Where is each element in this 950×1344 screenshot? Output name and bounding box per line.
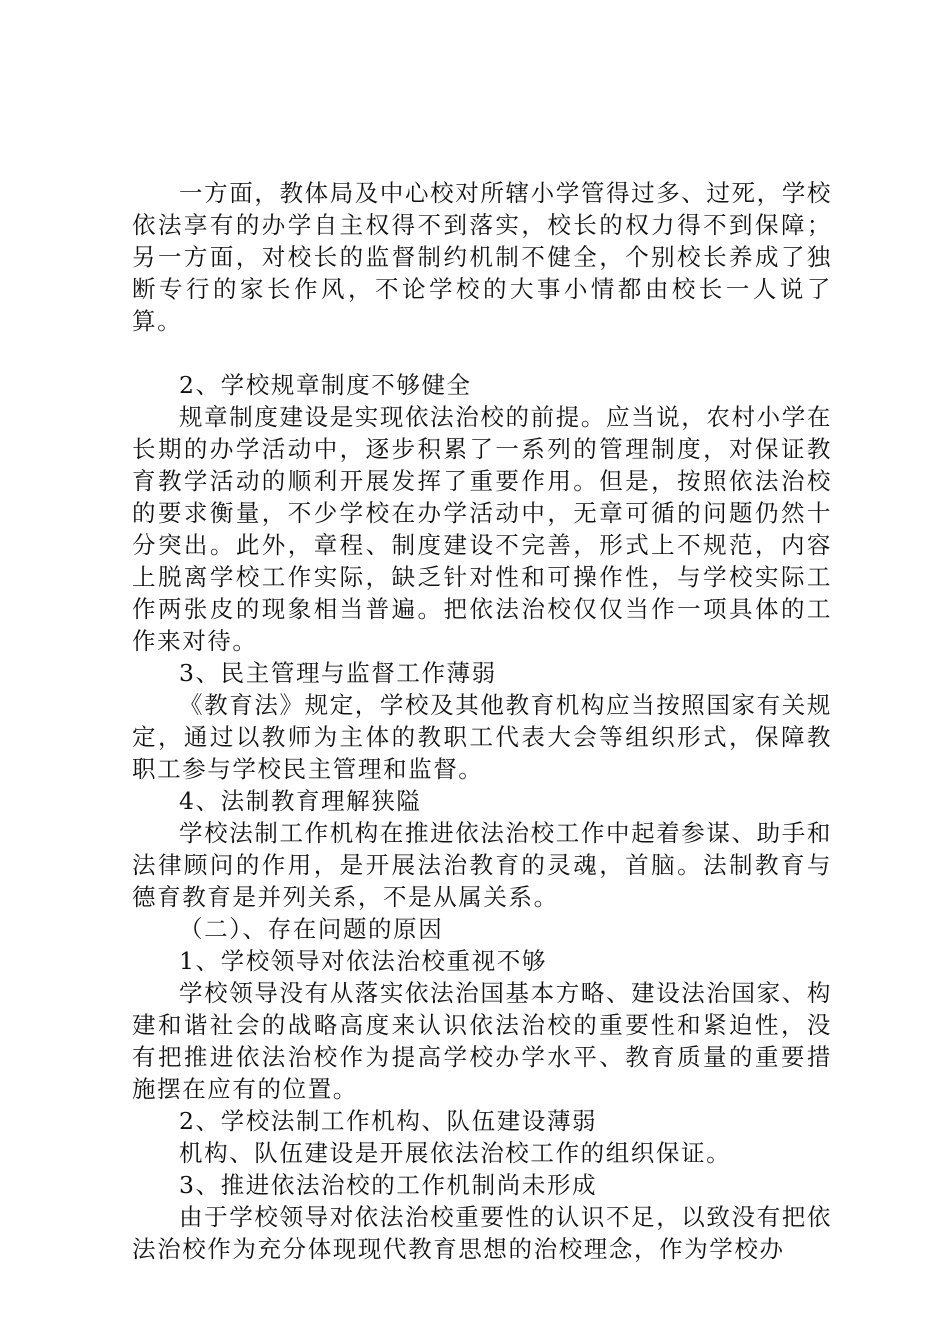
- paragraph-gap: [132, 337, 832, 369]
- document-body: [132, 177, 832, 1265]
- heading-work-mechanism: 3、推进依法治校的工作机制尚未形成: [179, 1171, 598, 1199]
- heading-legal-education: 4、法制教育理解狭隘: [179, 787, 422, 815]
- heading-rules-system: 2、学校规章制度不够健全: [179, 371, 472, 399]
- section-heading-causes: （二）、存在问题的原因: [179, 915, 444, 943]
- paragraph-legal-education: 学校法制工作机构在推进依法治校工作中起着参谋、助手和法律顾问的作用，是开展法治教育的灵魂，首脑。法制教育与德育教育是并列关系，不是从属关系。: [132, 819, 832, 911]
- paragraph-work-mechanism: 由于学校领导对依法治校重要性的认识不足，以致没有把依法治校作为充分体现现代教育思想的治校理念，作为学校办: [132, 1203, 832, 1263]
- heading-leadership-attention: 1、学校领导对依法治校重视不够: [179, 947, 547, 975]
- heading-democratic-management: 3、民主管理与监督工作薄弱: [179, 659, 497, 687]
- paragraph-rules-system: 规章制度建设是实现依法治校的前提。应当说，农村小学在长期的办学活动中，逐步积累了一系列的管理制度，对保证教育教学活动的顺利开展发挥了重要作用。但是，按照依法治校的要求衡量，不少学校在办学活动中，无章可循的问题仍然十分突出。此外，章程、制度建设不完善，形式上不规范，内容上脱离学校工作实际，缺乏针对性和可操作性，与学校实际工作两张皮的现象相当普遍。把依法治校仅仅当作一项具体的工作来对待。: [132, 403, 832, 655]
- paragraph-school-autonomy: 一方面，教体局及中心校对所辖小学管得过多、过死，学校依法享有的办学自主权得不到落实，校长的权力得不到保障；另一方面，对校长的监督制约机制不健全，个别校长养成了独断专行的家长作风，不论学校的大事小情都由校长一人说了算。: [132, 179, 832, 335]
- heading-team-building: 2、学校法制工作机构、队伍建设薄弱: [179, 1107, 598, 1135]
- paragraph-team-building: 机构、队伍建设是开展依法治校工作的组织保证。: [179, 1139, 732, 1167]
- paragraph-democratic-management: 《教育法》规定，学校及其他教育机构应当按照国家有关规定，通过以教师为主体的教职工代表大会等组织形式，保障教职工参与学校民主管理和监督。: [132, 691, 832, 783]
- paragraph-leadership-attention: 学校领导没有从落实依法治国基本方略、建设法治国家、构建和谐社会的战略高度来认识依法治校的重要性和紧迫性，没有把推进依法治校作为提高学校办学水平、教育质量的重要措施摆在应有的位置。: [132, 979, 832, 1103]
